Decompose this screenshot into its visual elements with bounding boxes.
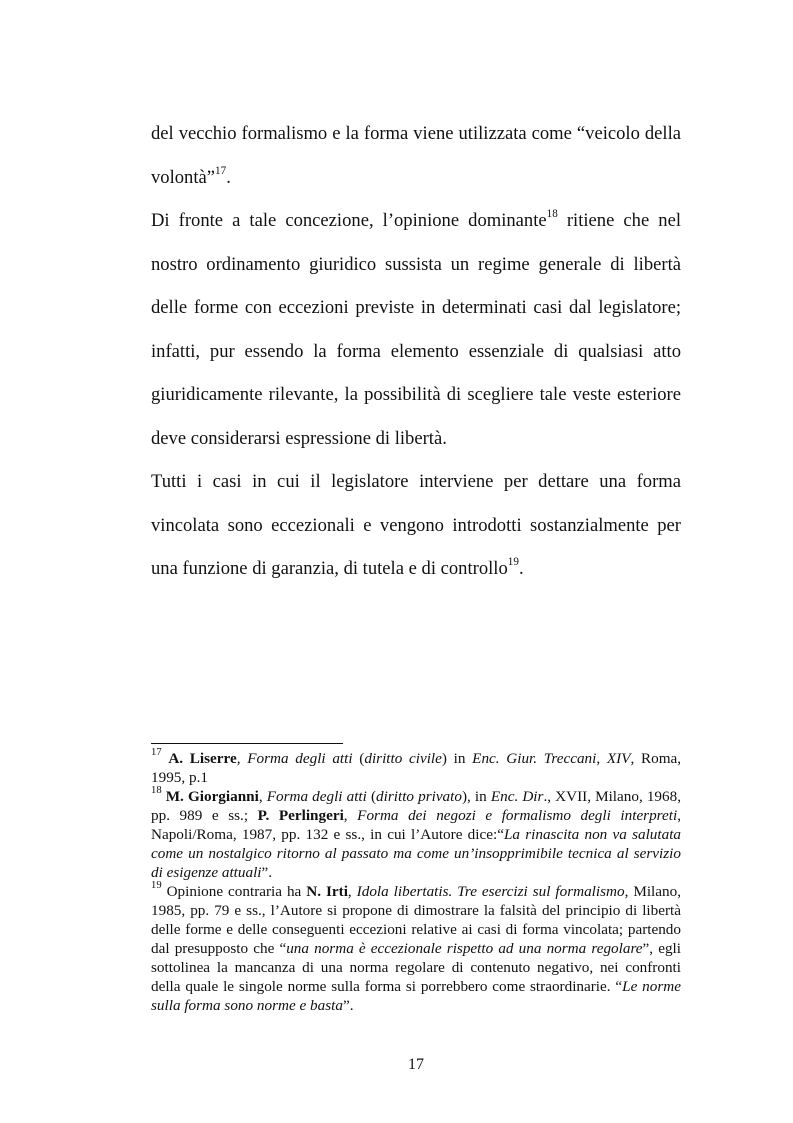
footnote-ref-17[interactable]: 17 <box>215 164 227 177</box>
source: Enc. Giur. Treccani <box>472 750 597 767</box>
author: M. Giorgianni <box>165 788 259 805</box>
footnote-number: 19 <box>151 880 162 892</box>
footnote-17: $^{17}$ A. Liserre, Forma degli atti (diritto civile) in Enc. Giur. Treccani, XIV, Roma, 1995, p.1 <box>151 747 682 786</box>
work-title: Forma degli atti <box>247 750 353 767</box>
page-number: 17 <box>408 1056 424 1073</box>
quotation: Le norme sulla forma sono norme e basta <box>151 978 681 1014</box>
author: A. Liserre <box>168 750 237 767</box>
work-title: Forma dei negozi e formalismo degli interpreti <box>357 807 678 824</box>
footnotes <box>151 749 681 1015</box>
author: N. Irti <box>306 883 348 900</box>
quotation: una norma è eccezionale rispetto ad una norma regolare <box>286 940 643 957</box>
footnote-divider <box>151 743 343 744</box>
footnote-ref-18[interactable]: 18 <box>546 208 558 221</box>
source: Enc. Dir <box>490 788 544 805</box>
main-text <box>151 112 681 591</box>
paragraph-1: del vecchio formalismo e la forma viene utilizzata come “veicolo della volontà”$^{17}$. <box>151 123 681 188</box>
footnote-ref-19[interactable]: 19 <box>507 556 519 569</box>
work-title: Idola libertatis. Tre esercizi sul formalismo <box>356 883 625 900</box>
footnote-number: 17 <box>151 747 162 759</box>
quotation: La rinascita non va salutata come un nostalgico ritorno al passato ma come un’insopprimibile tecnica al servizio di esigenze attuali <box>151 826 682 881</box>
work-title: Forma degli atti <box>266 788 367 805</box>
footnote-number: 18 <box>151 785 162 797</box>
footnote-19: $^{19}$ Opinione contraria ha N. Irti, Idola libertatis. Tre esercizi sul formalismo, Milano, 1985, pp. 79 e ss., l’Autore si propone di dimostrare la falsità del principio di libertà delle forme e delle conseguenti eccezioni relative ai casi di forma vincolata; partendo dal presupposto che “una norma è eccezionale rispetto ad una norma regolare”, egli sottolinea la mancanza di una norma regolare di contenuto negativo, nei confronti della quale le singole norme sulla forma si porrebbero come straordinarie. “Le norme sulla forma sono norme e basta”. <box>151 880 681 1014</box>
paragraph-2: Di fronte a tale concezione, l’opinione dominante$^{18}$ ritiene che nel nostro ordinamento giuridico sussista un regime generale di libertà delle forme con eccezioni previste in determinati casi dal legislatore; infatti, pur essendo la forma elemento essenziale di qualsiasi atto giuridicamente rilevante, la possibilità di scegliere tale veste esteriore deve considerarsi espressione di libertà. <box>151 208 681 449</box>
author: P. Perlingeri <box>257 807 344 824</box>
footnote-18: $^{18}$ M. Giorgianni, Forma degli atti (diritto privato), in Enc. Dir., XVII, Milano, 1968, pp. 989 e ss.; P. Perlingeri, Forma dei negozi e formalismo degli interpreti, Napoli/Roma, 1987, pp. 132 e ss., in cui l’Autore dice:“La rinascita non va salutata come un nostalgico ritorno al passato ma come un’insopprimibile tecnica al servizio di esigenze attuali”. <box>151 785 682 881</box>
paragraph-3: Tutti i casi in cui il legislatore interviene per dettare una forma vincolata sono eccezionali e vengono introdotti sostanzialmente per una funzione di garanzia, di tutela e di controllo$^{19}$. <box>151 471 681 579</box>
